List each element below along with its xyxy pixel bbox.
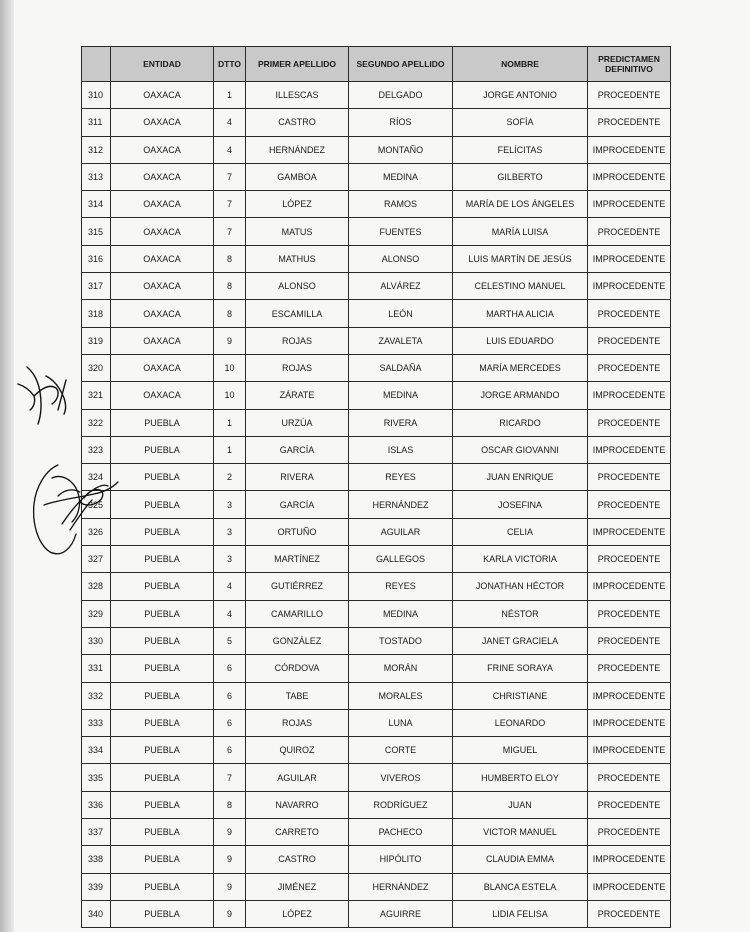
table-header-row xyxy=(82,47,671,82)
entidad-cell: PUEBLA xyxy=(111,627,214,654)
nombre-cell: RICARDO xyxy=(453,409,588,436)
predictamen-cell: PROCEDENTE xyxy=(588,218,671,245)
row-number: 326 xyxy=(82,518,111,545)
segundo-apellido-cell: REYES xyxy=(349,573,453,600)
entidad-cell: OAXACA xyxy=(111,191,214,218)
table-row xyxy=(82,682,671,709)
row-number: 335 xyxy=(82,764,111,791)
predictamen-cell: IMPROCEDENTE xyxy=(588,518,671,545)
dtto-cell: 4 xyxy=(214,136,246,163)
row-number: 317 xyxy=(82,273,111,300)
column-header-5: NOMBRE xyxy=(453,47,588,82)
row-number: 323 xyxy=(82,436,111,463)
dtto-cell: 4 xyxy=(214,109,246,136)
primer-apellido-cell: ILLESCAS xyxy=(246,82,349,109)
primer-apellido-cell: LÓPEZ xyxy=(246,191,349,218)
predictamen-cell: PROCEDENTE xyxy=(588,655,671,682)
predictamen-cell: PROCEDENTE xyxy=(588,82,671,109)
predictamen-cell: IMPROCEDENTE xyxy=(588,136,671,163)
primer-apellido-cell: URZÚA xyxy=(246,409,349,436)
primer-apellido-cell: MATUS xyxy=(246,218,349,245)
primer-apellido-cell: GUTIÉRREZ xyxy=(246,573,349,600)
row-number: 333 xyxy=(82,709,111,736)
nombre-cell: HUMBERTO ELOY xyxy=(453,764,588,791)
entidad-cell: OAXACA xyxy=(111,354,214,381)
predictamen-cell: IMPROCEDENTE xyxy=(588,846,671,873)
primer-apellido-cell: RIVERA xyxy=(246,464,349,491)
segundo-apellido-cell: DELGADO xyxy=(349,82,453,109)
primer-apellido-cell: TABE xyxy=(246,682,349,709)
table-row xyxy=(82,245,671,272)
predictamen-cell: PROCEDENTE xyxy=(588,409,671,436)
primer-apellido-cell: ALONSO xyxy=(246,273,349,300)
primer-apellido-cell: ROJAS xyxy=(246,327,349,354)
predictamen-cell: PROCEDENTE xyxy=(588,354,671,381)
entidad-cell: PUEBLA xyxy=(111,873,214,900)
primer-apellido-cell: JIMÉNEZ xyxy=(246,873,349,900)
candidates-table xyxy=(81,46,671,928)
nombre-cell: KARLA VICTORIA xyxy=(453,546,588,573)
dtto-cell: 9 xyxy=(214,900,246,927)
dtto-cell: 2 xyxy=(214,464,246,491)
primer-apellido-cell: AGUILAR xyxy=(246,764,349,791)
primer-apellido-cell: ORTUÑO xyxy=(246,518,349,545)
row-number: 339 xyxy=(82,873,111,900)
segundo-apellido-cell: RAMOS xyxy=(349,191,453,218)
segundo-apellido-cell: RODRÍGUEZ xyxy=(349,791,453,818)
primer-apellido-cell: QUIROZ xyxy=(246,737,349,764)
entidad-cell: PUEBLA xyxy=(111,600,214,627)
segundo-apellido-cell: MORALES xyxy=(349,682,453,709)
entidad-cell: PUEBLA xyxy=(111,655,214,682)
predictamen-cell: IMPROCEDENTE xyxy=(588,382,671,409)
primer-apellido-cell: HERNÁNDEZ xyxy=(246,136,349,163)
entidad-cell: PUEBLA xyxy=(111,819,214,846)
dtto-cell: 8 xyxy=(214,245,246,272)
nombre-cell: CELIA xyxy=(453,518,588,545)
primer-apellido-cell: CASTRO xyxy=(246,109,349,136)
nombre-cell: FELÍCITAS xyxy=(453,136,588,163)
nombre-cell: JORGE ANTONIO xyxy=(453,82,588,109)
entidad-cell: PUEBLA xyxy=(111,682,214,709)
segundo-apellido-cell: ZAVALETA xyxy=(349,327,453,354)
table-row xyxy=(82,109,671,136)
segundo-apellido-cell: SALDAÑA xyxy=(349,354,453,381)
table-row xyxy=(82,191,671,218)
row-number: 314 xyxy=(82,191,111,218)
dtto-cell: 7 xyxy=(214,764,246,791)
predictamen-cell: IMPROCEDENTE xyxy=(588,436,671,463)
predictamen-cell: PROCEDENTE xyxy=(588,764,671,791)
table-row xyxy=(82,82,671,109)
row-number: 340 xyxy=(82,900,111,927)
dtto-cell: 6 xyxy=(214,737,246,764)
segundo-apellido-cell: MONTAÑO xyxy=(349,136,453,163)
segundo-apellido-cell: MORÁN xyxy=(349,655,453,682)
table-body xyxy=(82,82,671,928)
primer-apellido-cell: CASTRO xyxy=(246,846,349,873)
dtto-cell: 7 xyxy=(214,191,246,218)
segundo-apellido-cell: REYES xyxy=(349,464,453,491)
primer-apellido-cell: ESCAMILLA xyxy=(246,300,349,327)
nombre-cell: FRINE SORAYA xyxy=(453,655,588,682)
row-number: 316 xyxy=(82,245,111,272)
primer-apellido-cell: LÓPEZ xyxy=(246,900,349,927)
table-row xyxy=(82,218,671,245)
table-row xyxy=(82,518,671,545)
primer-apellido-cell: CAMARILLO xyxy=(246,600,349,627)
dtto-cell: 3 xyxy=(214,491,246,518)
row-number: 337 xyxy=(82,819,111,846)
table-row xyxy=(82,627,671,654)
dtto-cell: 3 xyxy=(214,518,246,545)
row-number: 334 xyxy=(82,737,111,764)
segundo-apellido-cell: AGUIRRE xyxy=(349,900,453,927)
predictamen-cell: IMPROCEDENTE xyxy=(588,573,671,600)
predictamen-cell: IMPROCEDENTE xyxy=(588,709,671,736)
row-number: 328 xyxy=(82,573,111,600)
segundo-apellido-cell: MEDINA xyxy=(349,600,453,627)
entidad-cell: PUEBLA xyxy=(111,737,214,764)
dtto-cell: 7 xyxy=(214,218,246,245)
row-number: 330 xyxy=(82,627,111,654)
dtto-cell: 1 xyxy=(214,436,246,463)
nombre-cell: OSCAR GIOVANNI xyxy=(453,436,588,463)
primer-apellido-cell: ZÁRATE xyxy=(246,382,349,409)
column-header-1: ENTIDAD xyxy=(111,47,214,82)
nombre-cell: CHRISTIANE xyxy=(453,682,588,709)
nombre-cell: LUIS MARTÍN DE JESÚS xyxy=(453,245,588,272)
predictamen-cell: IMPROCEDENTE xyxy=(588,737,671,764)
table-row xyxy=(82,136,671,163)
table-row xyxy=(82,600,671,627)
segundo-apellido-cell: AGUILAR xyxy=(349,518,453,545)
primer-apellido-cell: GONZÁLEZ xyxy=(246,627,349,654)
primer-apellido-cell: MATHUS xyxy=(246,245,349,272)
dtto-cell: 10 xyxy=(214,354,246,381)
entidad-cell: PUEBLA xyxy=(111,491,214,518)
segundo-apellido-cell: ISLAS xyxy=(349,436,453,463)
nombre-cell: JOSEFINA xyxy=(453,491,588,518)
segundo-apellido-cell: TOSTADO xyxy=(349,627,453,654)
nombre-cell: MARÍA DE LOS ÁNGELES xyxy=(453,191,588,218)
predictamen-cell: IMPROCEDENTE xyxy=(588,163,671,190)
segundo-apellido-cell: HIPÓLITO xyxy=(349,846,453,873)
dtto-cell: 9 xyxy=(214,327,246,354)
row-number: 322 xyxy=(82,409,111,436)
dtto-cell: 1 xyxy=(214,82,246,109)
predictamen-cell: PROCEDENTE xyxy=(588,327,671,354)
predictamen-cell: PROCEDENTE xyxy=(588,819,671,846)
primer-apellido-cell: NAVARRO xyxy=(246,791,349,818)
predictamen-cell: IMPROCEDENTE xyxy=(588,245,671,272)
primer-apellido-cell: CARRETO xyxy=(246,819,349,846)
row-number: 315 xyxy=(82,218,111,245)
predictamen-cell: PROCEDENTE xyxy=(588,491,671,518)
dtto-cell: 6 xyxy=(214,682,246,709)
table-row xyxy=(82,764,671,791)
entidad-cell: PUEBLA xyxy=(111,764,214,791)
dtto-cell: 3 xyxy=(214,546,246,573)
row-number: 325 xyxy=(82,491,111,518)
page-edge-shadow xyxy=(0,0,14,932)
table-row xyxy=(82,163,671,190)
segundo-apellido-cell: PACHECO xyxy=(349,819,453,846)
dtto-cell: 5 xyxy=(214,627,246,654)
entidad-cell: OAXACA xyxy=(111,218,214,245)
table-row xyxy=(82,273,671,300)
nombre-cell: JORGE ARMANDO xyxy=(453,382,588,409)
predictamen-cell: PROCEDENTE xyxy=(588,109,671,136)
entidad-cell: OAXACA xyxy=(111,327,214,354)
primer-apellido-cell: MARTÍNEZ xyxy=(246,546,349,573)
predictamen-cell: PROCEDENTE xyxy=(588,600,671,627)
row-number: 320 xyxy=(82,354,111,381)
predictamen-cell: PROCEDENTE xyxy=(588,546,671,573)
segundo-apellido-cell: MEDINA xyxy=(349,163,453,190)
entidad-cell: OAXACA xyxy=(111,136,214,163)
row-number: 321 xyxy=(82,382,111,409)
table-row xyxy=(82,409,671,436)
dtto-cell: 1 xyxy=(214,409,246,436)
column-header-2: DTTO xyxy=(214,47,246,82)
dtto-cell: 8 xyxy=(214,300,246,327)
nombre-cell: JONATHAN HÉCTOR xyxy=(453,573,588,600)
table-row xyxy=(82,464,671,491)
predictamen-cell: IMPROCEDENTE xyxy=(588,873,671,900)
table-row xyxy=(82,491,671,518)
signature-1-image xyxy=(18,367,66,424)
dtto-cell: 8 xyxy=(214,791,246,818)
row-number: 336 xyxy=(82,791,111,818)
dtto-cell: 6 xyxy=(214,655,246,682)
row-number: 338 xyxy=(82,846,111,873)
column-header-4: SEGUNDO APELLIDO xyxy=(349,47,453,82)
row-number: 327 xyxy=(82,546,111,573)
dtto-cell: 9 xyxy=(214,873,246,900)
table-row xyxy=(82,436,671,463)
entidad-cell: OAXACA xyxy=(111,300,214,327)
nombre-cell: SOFÍA xyxy=(453,109,588,136)
segundo-apellido-cell: FUENTES xyxy=(349,218,453,245)
primer-apellido-cell: CÓRDOVA xyxy=(246,655,349,682)
row-number: 324 xyxy=(82,464,111,491)
nombre-cell: LIDIA FELISA xyxy=(453,900,588,927)
entidad-cell: OAXACA xyxy=(111,245,214,272)
nombre-cell: CLAUDIA EMMA xyxy=(453,846,588,873)
row-number: 329 xyxy=(82,600,111,627)
predictamen-cell: PROCEDENTE xyxy=(588,627,671,654)
table-row xyxy=(82,655,671,682)
table-row xyxy=(82,327,671,354)
segundo-apellido-cell: LUNA xyxy=(349,709,453,736)
nombre-cell: JUAN ENRIQUE xyxy=(453,464,588,491)
predictamen-cell: PROCEDENTE xyxy=(588,791,671,818)
nombre-cell: MARÍA MERCEDES xyxy=(453,354,588,381)
table-row xyxy=(82,873,671,900)
segundo-apellido-cell: MEDINA xyxy=(349,382,453,409)
table-row xyxy=(82,354,671,381)
table-row xyxy=(82,846,671,873)
entidad-cell: PUEBLA xyxy=(111,464,214,491)
table-row xyxy=(82,737,671,764)
nombre-cell: CELESTINO MANUEL xyxy=(453,273,588,300)
row-number: 332 xyxy=(82,682,111,709)
predictamen-cell: IMPROCEDENTE xyxy=(588,682,671,709)
dtto-cell: 4 xyxy=(214,573,246,600)
predictamen-cell: PROCEDENTE xyxy=(588,300,671,327)
entidad-cell: PUEBLA xyxy=(111,709,214,736)
entidad-cell: OAXACA xyxy=(111,273,214,300)
primer-apellido-cell: GARCÍA xyxy=(246,491,349,518)
primer-apellido-cell: ROJAS xyxy=(246,354,349,381)
table-row xyxy=(82,900,671,927)
row-number: 318 xyxy=(82,300,111,327)
dtto-cell: 9 xyxy=(214,819,246,846)
nombre-cell: LUIS EDUARDO xyxy=(453,327,588,354)
entidad-cell: OAXACA xyxy=(111,109,214,136)
column-header-3: PRIMER APELLIDO xyxy=(246,47,349,82)
segundo-apellido-cell: CORTE xyxy=(349,737,453,764)
entidad-cell: PUEBLA xyxy=(111,900,214,927)
nombre-cell: GILBERTO xyxy=(453,163,588,190)
entidad-cell: PUEBLA xyxy=(111,518,214,545)
entidad-cell: PUEBLA xyxy=(111,791,214,818)
dtto-cell: 8 xyxy=(214,273,246,300)
entidad-cell: OAXACA xyxy=(111,82,214,109)
table-row xyxy=(82,819,671,846)
primer-apellido-cell: GARCÍA xyxy=(246,436,349,463)
segundo-apellido-cell: GALLEGOS xyxy=(349,546,453,573)
nombre-cell: MARTHA ALICIA xyxy=(453,300,588,327)
entidad-cell: OAXACA xyxy=(111,382,214,409)
table-row xyxy=(82,300,671,327)
dtto-cell: 10 xyxy=(214,382,246,409)
entidad-cell: PUEBLA xyxy=(111,436,214,463)
row-number: 313 xyxy=(82,163,111,190)
entidad-cell: PUEBLA xyxy=(111,846,214,873)
row-number: 312 xyxy=(82,136,111,163)
nombre-cell: MARÍA LUISA xyxy=(453,218,588,245)
segundo-apellido-cell: LEÓN xyxy=(349,300,453,327)
predictamen-cell: PROCEDENTE xyxy=(588,900,671,927)
segundo-apellido-cell: HERNÁNDEZ xyxy=(349,491,453,518)
dtto-cell: 9 xyxy=(214,846,246,873)
predictamen-cell: PROCEDENTE xyxy=(588,464,671,491)
entidad-cell: PUEBLA xyxy=(111,409,214,436)
nombre-cell: NÉSTOR xyxy=(453,600,588,627)
table-row xyxy=(82,791,671,818)
row-number: 311 xyxy=(82,109,111,136)
segundo-apellido-cell: RIVERA xyxy=(349,409,453,436)
table-row xyxy=(82,573,671,600)
row-number: 331 xyxy=(82,655,111,682)
table-row xyxy=(82,546,671,573)
segundo-apellido-cell: HERNÁNDEZ xyxy=(349,873,453,900)
primer-apellido-cell: ROJAS xyxy=(246,709,349,736)
segundo-apellido-cell: VIVEROS xyxy=(349,764,453,791)
nombre-cell: MIGUEL xyxy=(453,737,588,764)
table-row xyxy=(82,382,671,409)
dtto-cell: 4 xyxy=(214,600,246,627)
segundo-apellido-cell: ALVÁREZ xyxy=(349,273,453,300)
nombre-cell: JUAN xyxy=(453,791,588,818)
column-header-0 xyxy=(82,47,111,82)
table-row xyxy=(82,709,671,736)
primer-apellido-cell: GAMBOA xyxy=(246,163,349,190)
nombre-cell: VICTOR MANUEL xyxy=(453,819,588,846)
nombre-cell: BLANCA ESTELA xyxy=(453,873,588,900)
entidad-cell: PUEBLA xyxy=(111,546,214,573)
nombre-cell: JANET GRACIELA xyxy=(453,627,588,654)
segundo-apellido-cell: ALONSO xyxy=(349,245,453,272)
entidad-cell: PUEBLA xyxy=(111,573,214,600)
column-header-6: PREDICTAMEN DEFINITIVO xyxy=(588,47,671,82)
row-number: 319 xyxy=(82,327,111,354)
predictamen-cell: IMPROCEDENTE xyxy=(588,191,671,218)
row-number: 310 xyxy=(82,82,111,109)
nombre-cell: LEONARDO xyxy=(453,709,588,736)
predictamen-cell: IMPROCEDENTE xyxy=(588,273,671,300)
segundo-apellido-cell: RÍOS xyxy=(349,109,453,136)
dtto-cell: 7 xyxy=(214,163,246,190)
entidad-cell: OAXACA xyxy=(111,163,214,190)
dtto-cell: 6 xyxy=(214,709,246,736)
